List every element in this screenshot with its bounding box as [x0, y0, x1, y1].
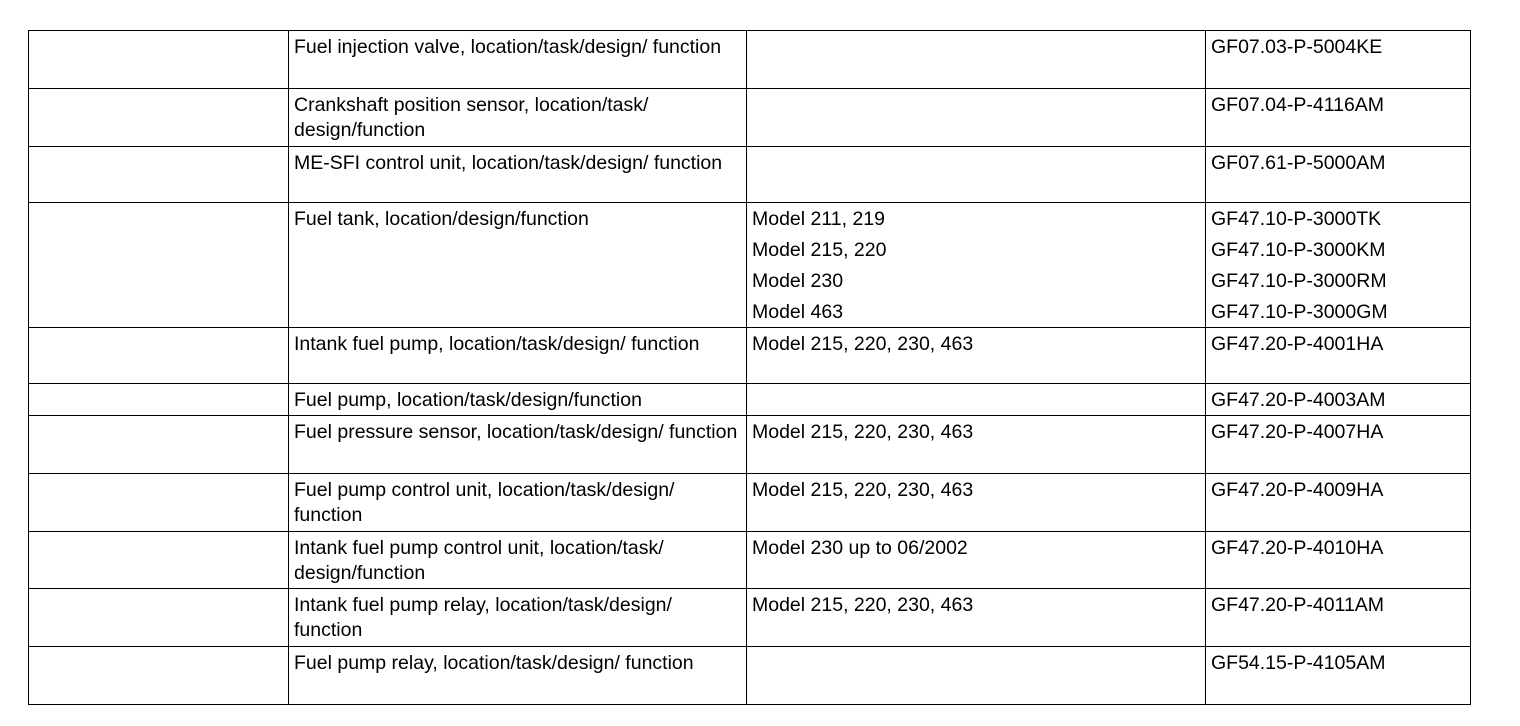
table-row	[29, 589, 1471, 647]
description-cell: Intank fuel pump control unit, location/task/ design/function	[289, 532, 747, 589]
description-cell: Fuel pump, location/task/design/function	[289, 384, 747, 416]
description-cell: Intank fuel pump, location/task/design/ function	[289, 328, 747, 384]
reference-table	[28, 30, 1471, 705]
model-cell	[747, 89, 1206, 147]
document-reference-link[interactable]: GF47.10-P-3000TK	[1211, 208, 1382, 230]
group-cell	[29, 89, 289, 147]
table-row	[29, 203, 1471, 328]
group-cell	[29, 589, 289, 647]
description-cell: Intank fuel pump relay, location/task/design/ function	[289, 589, 747, 647]
table-row	[29, 328, 1471, 384]
model-line: Model 230	[752, 270, 844, 292]
model-cell	[747, 147, 1206, 203]
document-reference-cell	[1206, 647, 1471, 705]
group-cell	[29, 647, 289, 705]
document-reference-cell	[1206, 31, 1471, 89]
document-reference-cell	[1206, 328, 1471, 384]
document-reference-link[interactable]: GF47.10-P-3000GM	[1211, 301, 1388, 323]
document-reference-link[interactable]: GF47.20-P-4010HA	[1211, 537, 1384, 559]
model-line: Model 215, 220, 230, 463	[752, 594, 974, 616]
document-reference-cell	[1206, 474, 1471, 532]
document-reference-link[interactable]: GF07.03-P-5004KE	[1211, 36, 1383, 58]
document-reference-cell	[1206, 89, 1471, 147]
document-reference-link[interactable]: GF54.15-P-4105AM	[1211, 652, 1386, 674]
description-cell: Fuel pressure sensor, location/task/design/ function	[289, 416, 747, 474]
document-reference-link[interactable]: GF07.04-P-4116AM	[1211, 94, 1385, 116]
document-reference-cell	[1206, 532, 1471, 589]
group-cell	[29, 328, 289, 384]
group-cell	[29, 474, 289, 532]
document-reference-link[interactable]: GF47.20-P-4001HA	[1211, 333, 1384, 355]
model-cell	[747, 474, 1206, 532]
document-reference-link[interactable]: GF47.20-P-4011AM	[1211, 594, 1385, 616]
model-line: Model 230 up to 06/2002	[752, 537, 968, 559]
model-line: Model 215, 220, 230, 463	[752, 333, 974, 355]
document-reference-cell	[1206, 203, 1471, 328]
model-line: Model 463	[752, 301, 844, 323]
document-reference-cell	[1206, 416, 1471, 474]
description-cell: Crankshaft position sensor, location/task/ design/function	[289, 89, 747, 147]
table-row	[29, 474, 1471, 532]
description-cell: Fuel tank, location/design/function	[289, 203, 747, 328]
document-reference-cell	[1206, 589, 1471, 647]
model-cell	[747, 384, 1206, 416]
model-line: Model 215, 220	[752, 239, 887, 261]
model-cell	[747, 532, 1206, 589]
model-cell	[747, 416, 1206, 474]
table-row	[29, 647, 1471, 705]
group-cell	[29, 31, 289, 89]
model-line: Model 211, 219	[752, 208, 885, 230]
document-reference-link[interactable]: GF47.20-P-4003AM	[1211, 389, 1386, 411]
model-cell	[747, 589, 1206, 647]
group-cell	[29, 416, 289, 474]
document-reference-cell	[1206, 147, 1471, 203]
table-row	[29, 384, 1471, 416]
document-reference-link[interactable]: GF47.20-P-4009HA	[1211, 479, 1384, 501]
description-cell: Fuel injection valve, location/task/design/ function	[289, 31, 747, 89]
table-row	[29, 532, 1471, 589]
model-cell	[747, 31, 1206, 89]
document-reference-link[interactable]: GF47.10-P-3000KM	[1211, 239, 1386, 261]
description-cell: ME-SFI control unit, location/task/design/ function	[289, 147, 747, 203]
table-row	[29, 31, 1471, 89]
description-cell: Fuel pump relay, location/task/design/ function	[289, 647, 747, 705]
model-cell	[747, 328, 1206, 384]
document-reference-link[interactable]: GF07.61-P-5000AM	[1211, 152, 1386, 174]
reference-table-body	[29, 31, 1471, 705]
group-cell	[29, 384, 289, 416]
description-cell: Fuel pump control unit, location/task/design/ function	[289, 474, 747, 532]
table-row	[29, 416, 1471, 474]
document-reference-link[interactable]: GF47.10-P-3000RM	[1211, 270, 1387, 292]
table-row	[29, 89, 1471, 147]
group-cell	[29, 147, 289, 203]
group-cell	[29, 203, 289, 328]
model-cell	[747, 647, 1206, 705]
document-reference-cell	[1206, 384, 1471, 416]
group-cell	[29, 532, 289, 589]
document-reference-link[interactable]: GF47.20-P-4007HA	[1211, 421, 1384, 443]
model-line: Model 215, 220, 230, 463	[752, 421, 974, 443]
table-row	[29, 147, 1471, 203]
model-cell	[747, 203, 1206, 328]
model-line: Model 215, 220, 230, 463	[752, 479, 974, 501]
